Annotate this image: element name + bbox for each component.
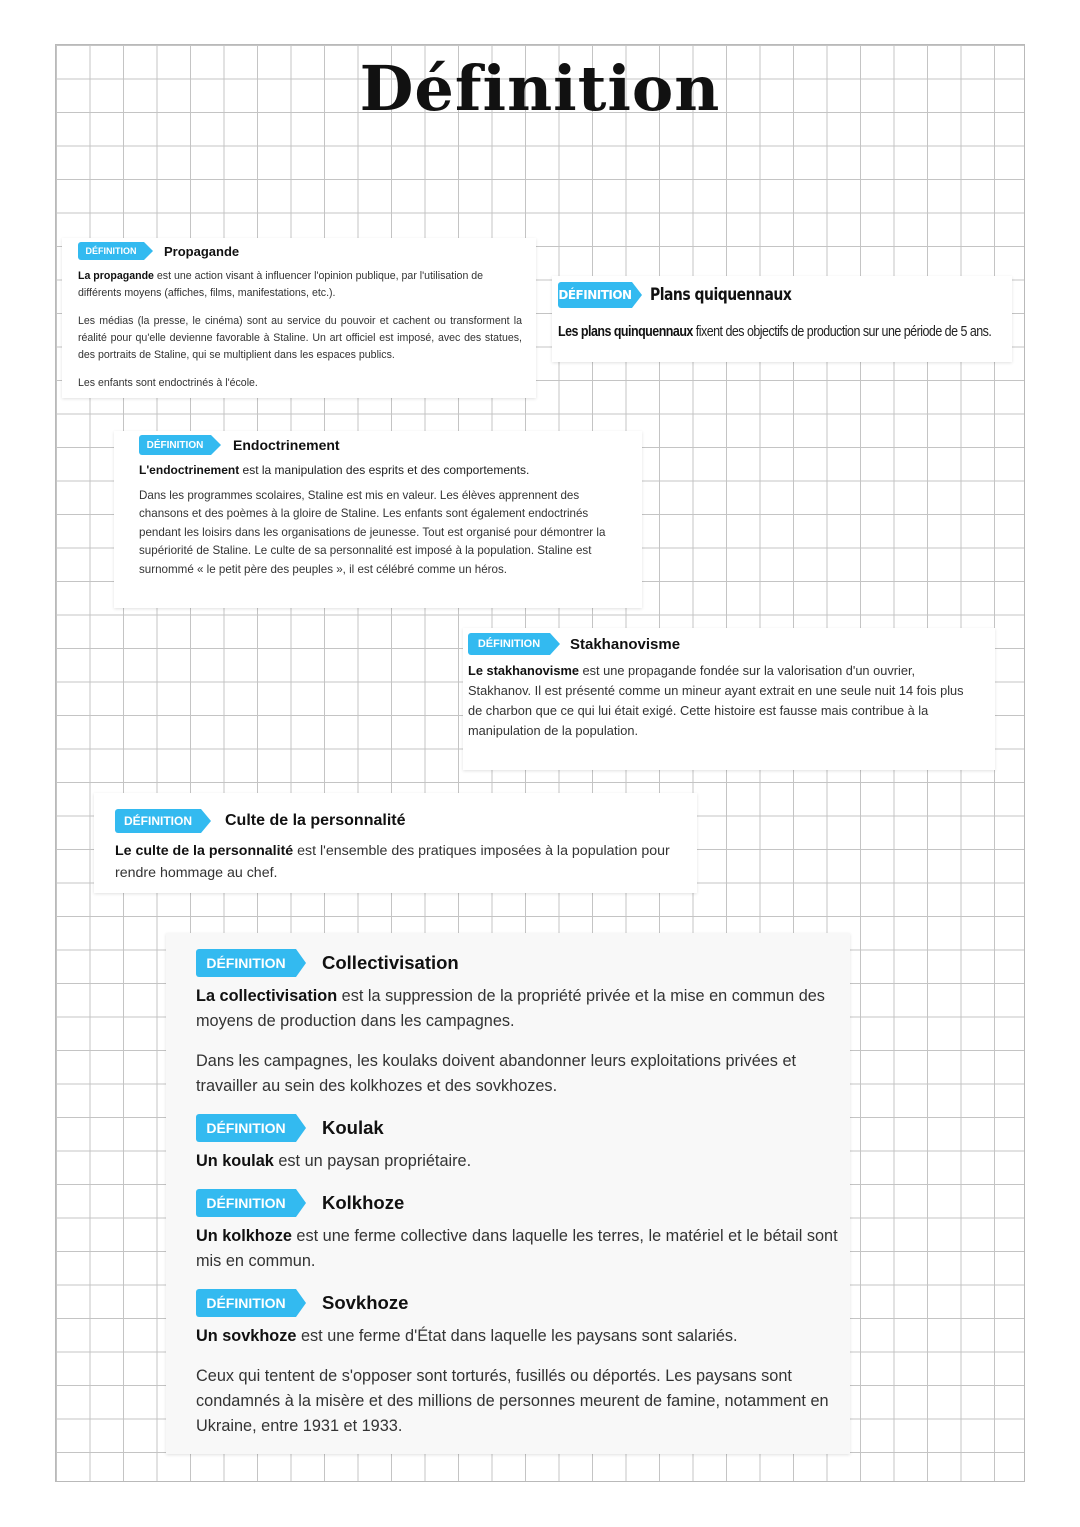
definition-rest: est une propagande fondée sur la valorisation d'un ouvrier, Stakhanov. Il est présenté comme un mineur ayant extrait en une seule nuit 14 fois plus de charbon que ce qui lui était exigé. Cette histoire est fausse mais contribue à la manipulation de la population. [468,663,964,738]
paragraph: Les enfants sont endoctrinés à l'école. [78,377,258,389]
definition-card-plans [552,276,1012,362]
definition-term: Sovkhoze [322,1292,409,1313]
definition-text [196,1224,840,1274]
definition-term: Plans quiquennaux [650,285,792,305]
definition-card-collectivisation [166,933,850,1454]
definition-header [468,633,981,655]
definition-text [196,984,840,1034]
definition-rest: est la manipulation des esprits et des comportements. [239,463,530,477]
definition-badge: DÉFINITION [196,1189,296,1217]
paragraph: Dans les campagnes, les koulaks doivent abandonner leurs exploitations privées et travailler au sein des kolkhozes et des sovkhozes. [196,1052,797,1095]
definition-badge: DÉFINITION [468,633,550,655]
definition-header-collectivisation [196,949,840,977]
definition-badge: DÉFINITION [196,1289,296,1317]
definition-text [468,661,981,741]
definition-text [78,268,522,302]
definition-rest: est une ferme d'État dans laquelle les paysans sont salariés. [296,1327,738,1345]
definition-rest: est une ferme collective dans laquelle les terres, le matériel et le bétail sont mis en commun. [196,1227,838,1270]
definition-term: Collectivisation [322,952,459,973]
definition-badge: DÉFINITION [78,242,144,260]
term-bold: L'endoctrinement [139,463,240,477]
definition-text [196,1149,840,1174]
definition-rest: est une action visant à influencer l'opinion publique, par l'utilisation de différents moyens (affiches, films, manifestations, etc.). [78,270,484,299]
definition-badge: DÉFINITION [196,949,296,977]
definition-header [558,282,1006,308]
definition-header [78,242,522,260]
definition-term: Propagande [164,243,240,259]
definition-card-stakhanovisme [463,628,995,770]
term-bold: Un koulak [196,1152,274,1170]
definition-text [196,1324,840,1349]
paragraph: Dans les programmes scolaires, Staline est mis en valeur. Les élèves apprennent des chansons et des poèmes à la gloire de Staline. Les enfants sont également endoctrinés pendant les loisirs dans les organisations de jeunesse. Tout est organisé pour démontrer la supériorité de Staline. Le culte de sa personnalité est imposé à la population. Staline est surnommé « le petit père des peuples », il est célébré comme un héros. [139,489,606,576]
paragraph: Ceux qui tentent de s'opposer sont torturés, fusillés ou déportés. Les paysans sont condamnés à la misère et des millions de personnes meurent de famine, notamment en Ukraine, entre 1931 et 1933. [196,1367,829,1435]
definition-badge: DÉFINITION [558,282,632,308]
definition-rest: est l'ensemble des pratiques imposées à la population pour rendre hommage au chef. [115,843,670,881]
definition-text [115,841,677,884]
definition-rest: fixent des objectifs de production sur une période de 5 ans. [692,324,992,340]
definition-rest: est un paysan propriétaire. [273,1152,472,1170]
page-title: Définition [359,52,721,125]
definition-card-propagande [62,238,536,398]
definition-header [115,809,677,833]
term-bold: Le culte de la personnalité [115,843,294,859]
definition-card-endoctrinement [114,431,642,608]
definition-term: Stakhanovisme [570,635,681,653]
definition-header-sovkhoze [196,1289,840,1317]
definition-header-kolkhoze [196,1189,840,1217]
term-bold: La propagande [78,270,154,282]
definition-header-koulak [196,1114,840,1142]
definition-badge: DÉFINITION [139,435,211,455]
definition-text [558,324,992,340]
definition-header [139,435,622,455]
definition-badge: DÉFINITION [115,809,201,833]
term-bold: Un sovkhoze [196,1327,297,1345]
term-bold: La collectivisation [196,987,338,1005]
definition-text [139,463,622,477]
definition-term: Endoctrinement [233,437,340,453]
definition-card-culte [94,793,697,893]
paragraph: Les médias (la presse, le cinéma) sont au service du pouvoir et cachent ou transforment la réalité pour qu'elle devienne favorable à Staline. Un art officiel est imposé, avec des statues, des portraits de Staline, qui se multiplient dans les espaces publics. [78,315,522,361]
term-bold: Les plans quinquennaux [558,324,693,340]
term-bold: Le stakhanovisme [468,663,579,678]
term-bold: Un kolkhoze [196,1227,292,1245]
definition-badge: DÉFINITION [196,1114,296,1142]
definition-rest: est la suppression de la propriété privée et la mise en commun des moyens de production dans les campagnes. [196,987,825,1030]
definition-term: Kolkhoze [322,1192,405,1213]
definition-term: Koulak [322,1117,384,1138]
definition-term: Culte de la personnalité [225,812,406,829]
